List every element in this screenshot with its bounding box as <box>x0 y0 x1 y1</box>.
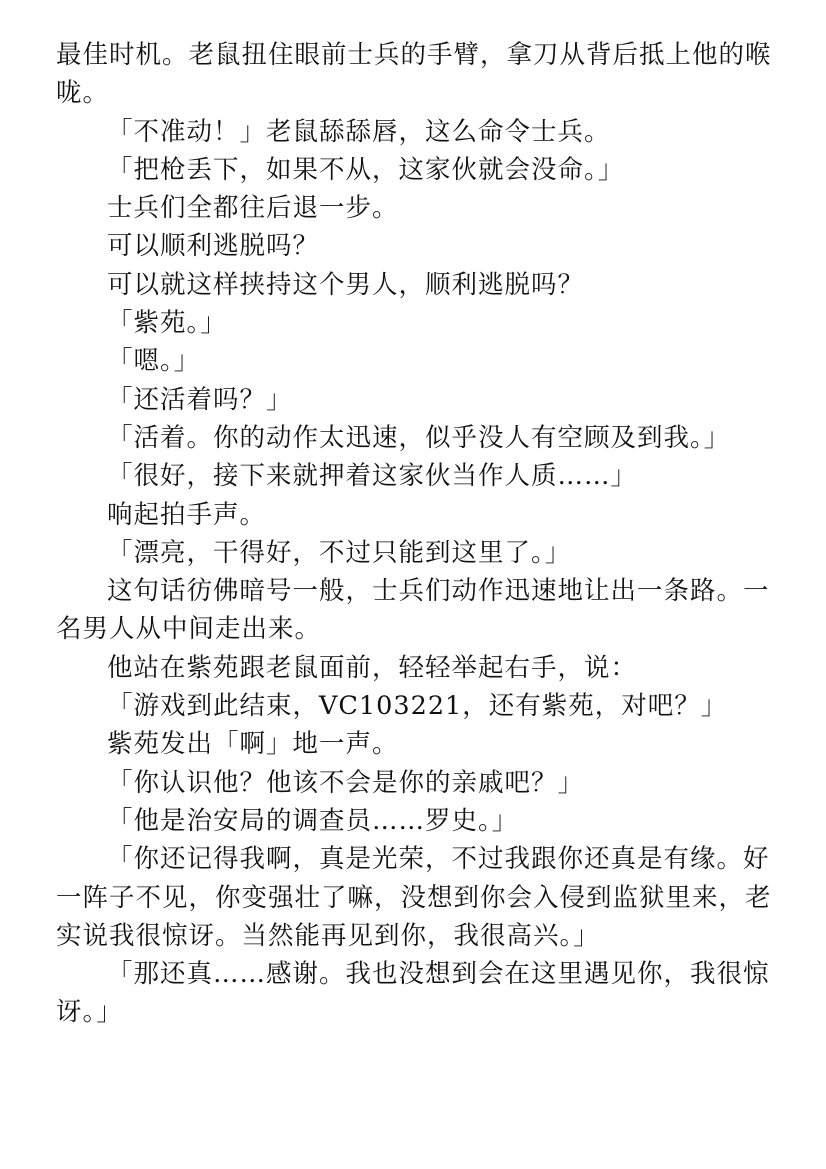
paragraph: 「那还真……感谢。我也没想到会在这里遇见你，我很惊讶。」 <box>56 959 770 1028</box>
paragraph: 「把枪丢下，如果不从，这家伙就会没命。」 <box>107 154 625 185</box>
paragraph: 「你还记得我啊，真是光荣，不过我跟你还真是有缘。好一阵子不见，你变强壮了嘛，没想到你会入侵到监狱里来，老实说我很惊讶。当然能再见到你，我很高兴。」 <box>56 844 772 951</box>
paragraph: 「不准动！」老鼠舔舔唇，这么命令士兵。 <box>107 116 611 147</box>
paragraph: 最佳时机。老鼠扭住眼前士兵的手臂，拿刀从背后抵上他的喉咙。 <box>56 40 772 109</box>
paragraph: 「你认识他？他该不会是你的亲戚吧？」 <box>107 767 585 798</box>
paragraph: 紫苑发出「啊」地一声。 <box>107 729 399 760</box>
paragraph: 「紫苑。」 <box>107 308 227 339</box>
paragraph: 「游戏到此结束，VC103221，还有紫苑，对吧？」 <box>107 691 728 722</box>
paragraph: 「活着。你的动作太迅速，似乎没人有空顾及到我。」 <box>107 422 731 453</box>
document-body <box>56 36 776 1032</box>
paragraph: 可以就这样挟持这个男人，顺利逃脱吗？ <box>107 269 585 300</box>
paragraph: 「很好，接下来就押着这家伙当作人质……」 <box>107 461 638 492</box>
paragraph: 可以顺利逃脱吗？ <box>107 231 320 262</box>
paragraph: 响起拍手声。 <box>107 499 267 530</box>
paragraph: 士兵们全都往后退一步。 <box>107 193 399 224</box>
paragraph: 「还活着吗？」 <box>107 384 293 415</box>
paragraph: 「嗯。」 <box>107 346 201 377</box>
paragraph: 他站在紫苑跟老鼠面前，轻轻举起右手，说： <box>107 652 638 683</box>
paragraph: 这句话彷佛暗号一般，士兵们动作迅速地让出一条路。一名男人从中间走出来。 <box>56 576 770 645</box>
paragraph: 「他是治安局的调查员……罗史。」 <box>107 805 519 836</box>
paragraph: 「漂亮，干得好，不过只能到这里了。」 <box>107 537 572 568</box>
